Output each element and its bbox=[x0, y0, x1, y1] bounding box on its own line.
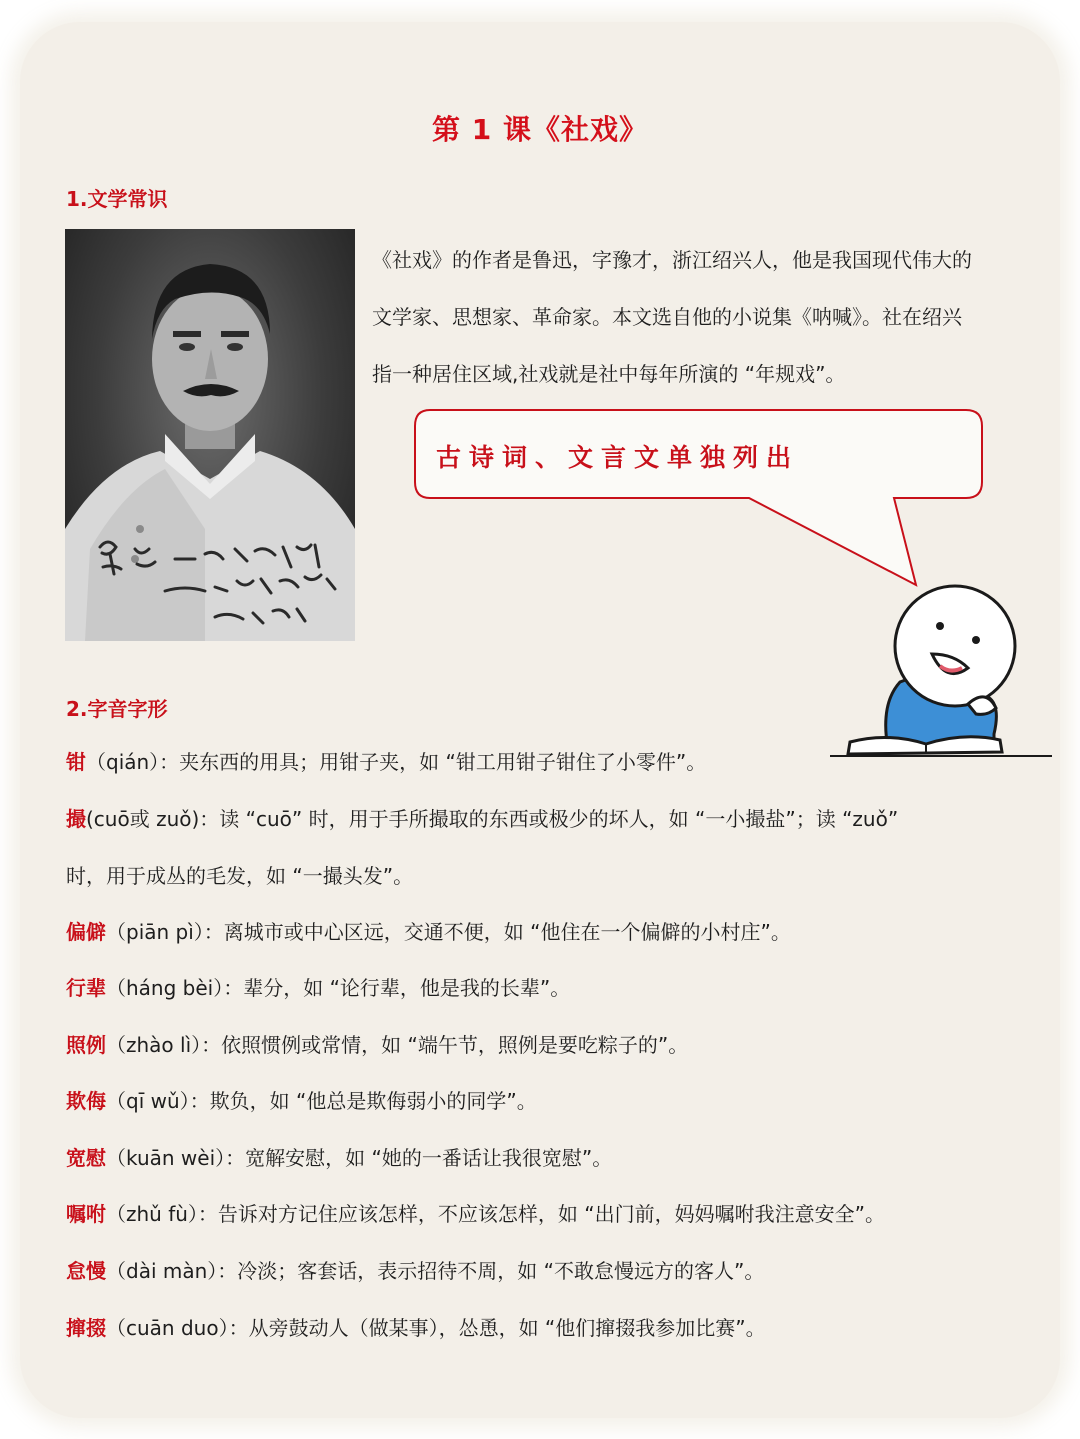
section-heading-pronunciation: 2.字音字形 bbox=[66, 697, 168, 721]
intro-line: 《社戏》的作者是鲁迅，字豫才，浙江绍兴人，他是我国现代伟大的 bbox=[372, 248, 972, 272]
vocab-entry bbox=[66, 904, 1026, 961]
vocab-definition: （kuān wèi）：宽解安慰，如 “她的一番话让我很宽慰”。 bbox=[106, 1146, 613, 1170]
vocab-term: 偏僻 bbox=[66, 920, 106, 944]
vocab-term: 嘱咐 bbox=[66, 1202, 106, 1226]
intro-paragraph bbox=[372, 232, 1022, 403]
vocab-entry bbox=[66, 1017, 1026, 1074]
vocab-term: 欺侮 bbox=[66, 1089, 106, 1113]
vocab-definition: （qián）：夹东西的用具；用钳子夹，如 “钳工用钳子钳住了小零件”。 bbox=[86, 750, 707, 774]
vocab-term: 行辈 bbox=[66, 976, 106, 1000]
callout-text: 古诗词、文言文单独列出 bbox=[436, 443, 800, 472]
vocab-term: 撮 bbox=[66, 807, 86, 831]
intro-line: 指一种居住区域,社戏就是社中每年所演的 “年规戏”。 bbox=[372, 362, 846, 386]
vocab-definition-continued: 时，用于成丛的毛发，如 “一撮头发”。 bbox=[66, 864, 414, 888]
vocab-entry bbox=[66, 1243, 1026, 1300]
vocab-definition: （zhào lì）：依照惯例或常情，如 “端午节，照例是要吃粽子的”。 bbox=[106, 1033, 689, 1057]
vocab-entry bbox=[66, 1130, 1026, 1187]
speech-bubble bbox=[414, 409, 994, 589]
vocab-term: 钳 bbox=[66, 750, 86, 774]
vocab-entry bbox=[66, 791, 1026, 905]
section-heading-literature: 1.文学常识 bbox=[66, 187, 168, 211]
page-title: 第 1 课《社戏》 bbox=[432, 113, 648, 146]
vocab-definition: （cuān duo）：从旁鼓动人（做某事），怂恿，如 “他们撺掇我参加比赛”。 bbox=[106, 1316, 766, 1340]
vocab-definition: （piān pì）：离城市或中心区远，交通不便，如 “他住在一个偏僻的小村庄”。 bbox=[106, 920, 791, 944]
intro-line: 文学家、思想家、革命家。本文选自他的小说集《呐喊》。社在绍兴 bbox=[372, 305, 962, 329]
vocab-term: 撺掇 bbox=[66, 1316, 106, 1340]
vocab-definition: (cuō或 zuǒ)：读 “cuō” 时，用于手所撮取的东西或极少的坏人，如 “一小撮盐”；读 “zuǒ” bbox=[86, 807, 899, 831]
vocab-definition: （qī wǔ）：欺负，如 “他总是欺侮弱小的同学”。 bbox=[106, 1089, 537, 1113]
vocab-entry bbox=[66, 1073, 1026, 1130]
vocab-entry bbox=[66, 960, 1026, 1017]
vocab-term: 怠慢 bbox=[66, 1259, 106, 1283]
vocab-entry bbox=[66, 734, 1026, 791]
vocab-definition: （háng bèi）：辈分，如 “论行辈，他是我的长辈”。 bbox=[106, 976, 571, 1000]
vocab-definition: （zhǔ fù）：告诉对方记住应该怎样，不应该怎样，如 “出门前，妈妈嘱咐我注意安全”。 bbox=[106, 1202, 886, 1226]
vocab-entry bbox=[66, 1300, 1026, 1357]
vocab-term: 宽慰 bbox=[66, 1146, 106, 1170]
vocab-entry bbox=[66, 1186, 1026, 1243]
vocab-term: 照例 bbox=[66, 1033, 106, 1057]
vocab-definition: （dài màn）：冷淡；客套话，表示招待不周，如 “不敢怠慢远方的客人”。 bbox=[106, 1259, 765, 1283]
author-portrait bbox=[65, 229, 355, 641]
